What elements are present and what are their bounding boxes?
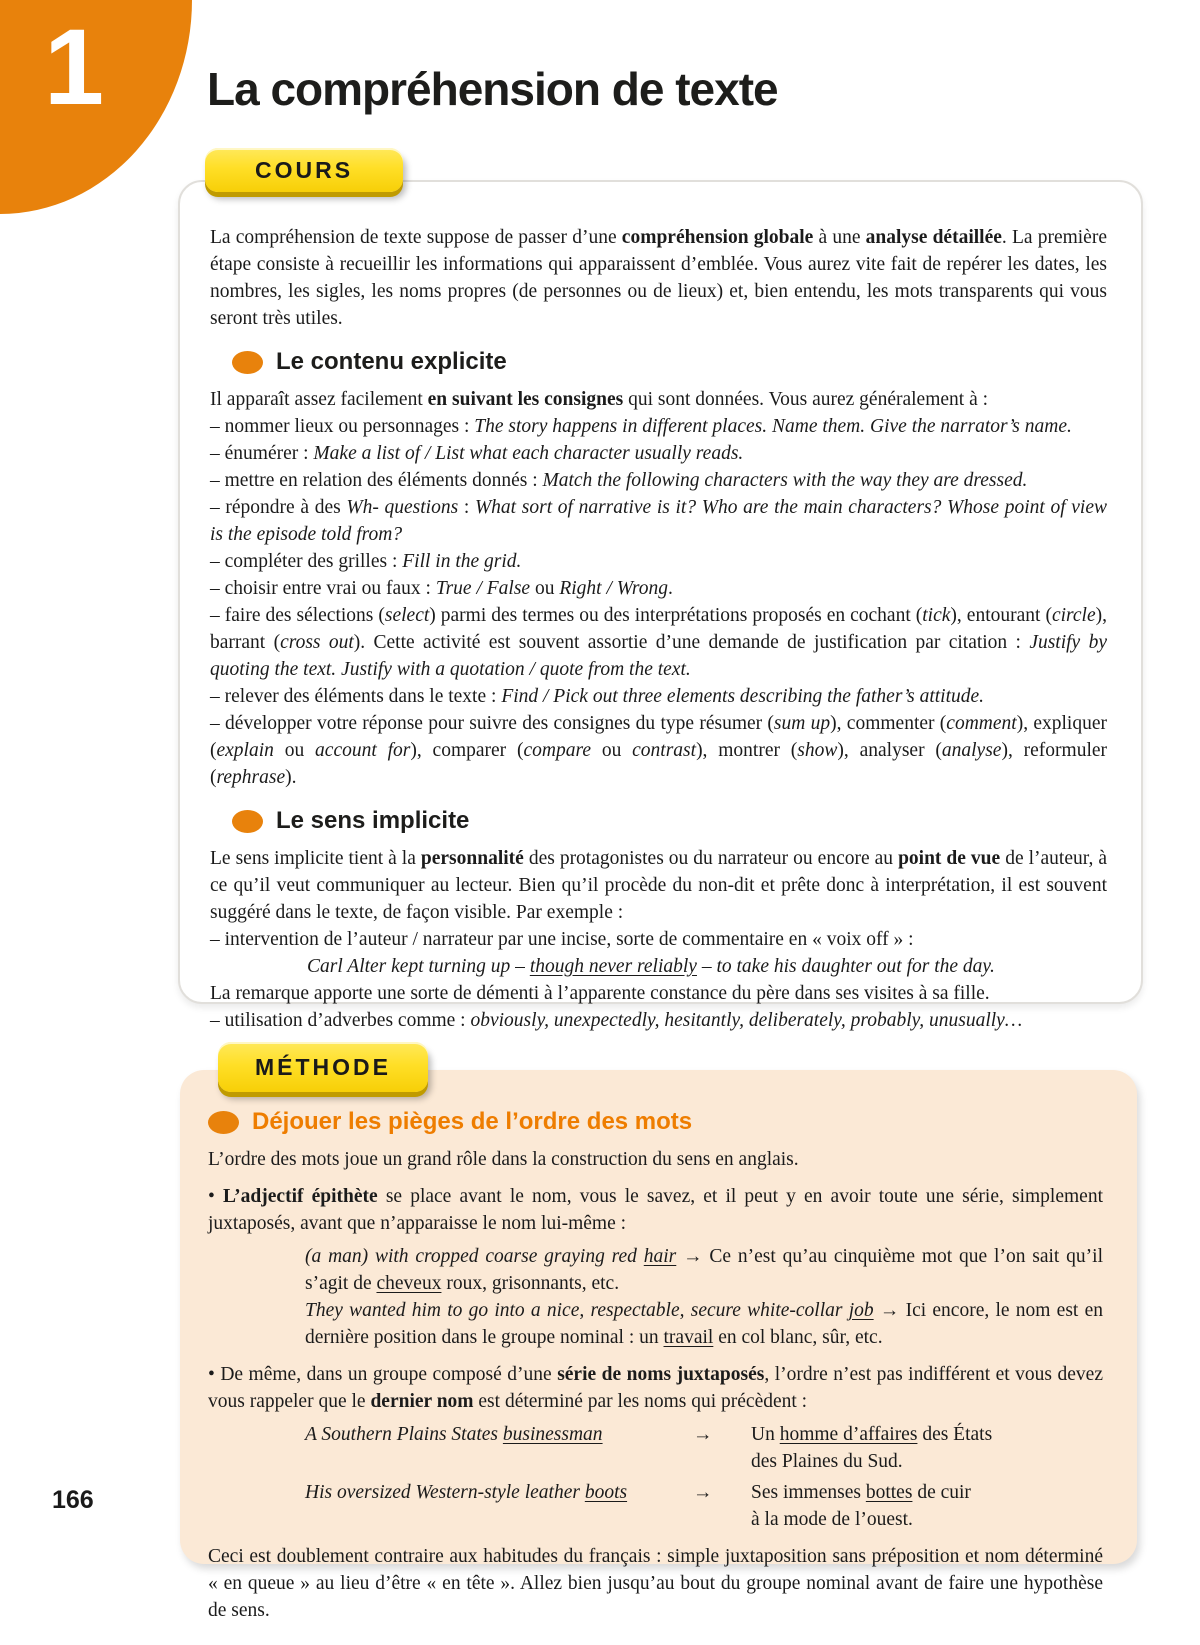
paragraph: • De même, dans un groupe composé d’une série de noms juxtaposés, l’ordre n’est pas indifférent et vous devez vous rappeler que le dernier nom est déterminé par les noms qui précèdent : <box>208 1364 1103 1412</box>
orange-bullet-icon <box>232 351 263 374</box>
methode-badge: MÉTHODE <box>218 1042 428 1092</box>
arrow-icon: → <box>693 1424 713 1445</box>
paragraph: Ceci est doublement contraire aux habitudes du français : simple juxtaposition sans préposition et nom déterminé « en queue » au lieu d’être « en tête ». Allez bien jusqu’au bout du groupe nominal avant de faire une hypothèse de sens. <box>208 1546 1103 1621</box>
methode-heading <box>208 1108 1103 1136</box>
list-item: – énumérer : Make a list of / List what each character usually reads. <box>210 443 744 464</box>
orange-bullet-icon <box>232 810 263 833</box>
list-item: – utilisation d’adverbes comme : obviously, unexpectedly, hesitantly, deliberately, probably, unusually… <box>210 1010 1023 1031</box>
paragraph: • L’adjectif épithète se place avant le nom, vous le savez, et il peut y en avoir toute une série, simplement juxtaposés, avant que n’apparaisse le nom lui-même : <box>208 1186 1103 1234</box>
list-item: – relever des éléments dans le texte : Find / Pick out three elements describing the father’s attitude. <box>210 686 985 707</box>
list-item: – nommer lieux ou personnages : The story happens in different places. Name them. Give the narrator’s name. <box>210 416 1072 437</box>
cours-box <box>178 180 1143 1031</box>
list-item: – compléter des grilles : Fill in the grid. <box>210 551 522 572</box>
page-number: 166 <box>52 1486 94 1514</box>
paragraph: Il apparaît assez facilement en suivant les consignes qui sont données. Vous aurez généralement à : <box>210 389 989 410</box>
translation-row <box>305 1421 1103 1475</box>
list-item: – choisir entre vrai ou faux : True / False ou Right / Wrong. <box>210 578 673 599</box>
arrow-icon: → <box>693 1482 713 1503</box>
list-item: – répondre à des Wh- questions : What sort of narrative is it? Who are the main characters? Whose point of view is the episode told from? <box>210 497 1108 545</box>
french-translation <box>751 1421 1051 1475</box>
translation-line: Un homme d’affaires des États <box>751 1424 993 1445</box>
orange-bullet-icon <box>208 1111 239 1134</box>
french-translation <box>751 1479 1051 1533</box>
translation-row <box>305 1479 1103 1533</box>
list-item: – intervention de l’auteur / narrateur par une incise, sorte de commentaire en « voix off » : <box>210 929 914 950</box>
list-item: – faire des sélections (select) parmi des termes ou des interprétations proposés en cochant (tick), entourant (circle), barrant (cross out). Cette activité est souvent assortie d’une demande de justification par citation : Justify by quoting the text. Justify with a quotation / quote from the text. <box>210 605 1107 680</box>
english-phrase: His oversized Western-style leather boots <box>305 1482 628 1503</box>
section-heading-label: Le sens implicite <box>276 807 470 834</box>
example-block: (a man) with cropped coarse graying red hair → Ce n’est qu’au cinquième mot que l’on sait qu’il s’agit de cheveux roux, grisonnants, etc. <box>305 1246 1103 1294</box>
paragraph: L’ordre des mots joue un grand rôle dans la construction du sens en anglais. <box>208 1149 799 1170</box>
list-item: – mettre en relation des éléments donnés : Match the following characters with the way they are dressed. <box>210 470 1028 491</box>
list-item: – développer votre réponse pour suivre des consignes du type résumer (sum up), commenter (comment), expliquer (explain ou account for), comparer (compare ou contrast), montrer (show), analyser (analyse), reformuler (rephrase). <box>210 713 1108 788</box>
methode-box <box>180 1070 1137 1621</box>
translation-line: Ses immenses bottes de cuir <box>751 1482 971 1503</box>
methode-heading-label: Déjouer les pièges de l’ordre des mots <box>252 1108 693 1135</box>
example-quote: Carl Alter kept turning up – though never reliably – to take his daughter out for the day. <box>307 956 995 977</box>
translation-line: des Plaines du Sud. <box>751 1451 903 1472</box>
section-heading-contenu-explicite <box>232 348 1107 376</box>
cours-intro-paragraph: La compréhension de texte suppose de passer d’une compréhension globale à une analyse détaillée. La première étape consiste à recueillir les informations qui apparaissent d’emblée. Vous aurez vite fait de repérer les dates, les nombres, les sigles, les noms propres (de personnes ou de lieux) et, bien entendu, les mots transparents qui vous seront très utiles. <box>210 227 1107 329</box>
chapter-number: 1 <box>44 6 105 127</box>
section-heading-sens-implicite <box>232 807 1107 835</box>
paragraph: La remarque apporte une sorte de démenti à l’apparente constance du père dans ses visites à sa fille. <box>210 983 990 1004</box>
translation-line: à la mode de l’ouest. <box>751 1509 913 1530</box>
example-block: They wanted him to go into a nice, respectable, secure white-collar job → Ici encore, le nom est en dernière position dans le groupe nominal : un travail en col blanc, sûr, etc. <box>305 1300 1103 1348</box>
english-phrase: A Southern Plains States businessman <box>305 1424 603 1445</box>
section-heading-label: Le contenu explicite <box>276 348 507 375</box>
paragraph: Le sens implicite tient à la personnalité des protagonistes ou du narrateur ou encore au point de vue de l’auteur, à ce qu’il veut communiquer au lecteur. Bien qu’il procède du non-dit et prête donc à interprétation, il est souvent suggéré dans le texte, de façon visible. Par exemple : <box>210 848 1107 923</box>
cours-badge: COURS <box>205 148 403 192</box>
page-title: La compréhension de texte <box>207 63 778 115</box>
